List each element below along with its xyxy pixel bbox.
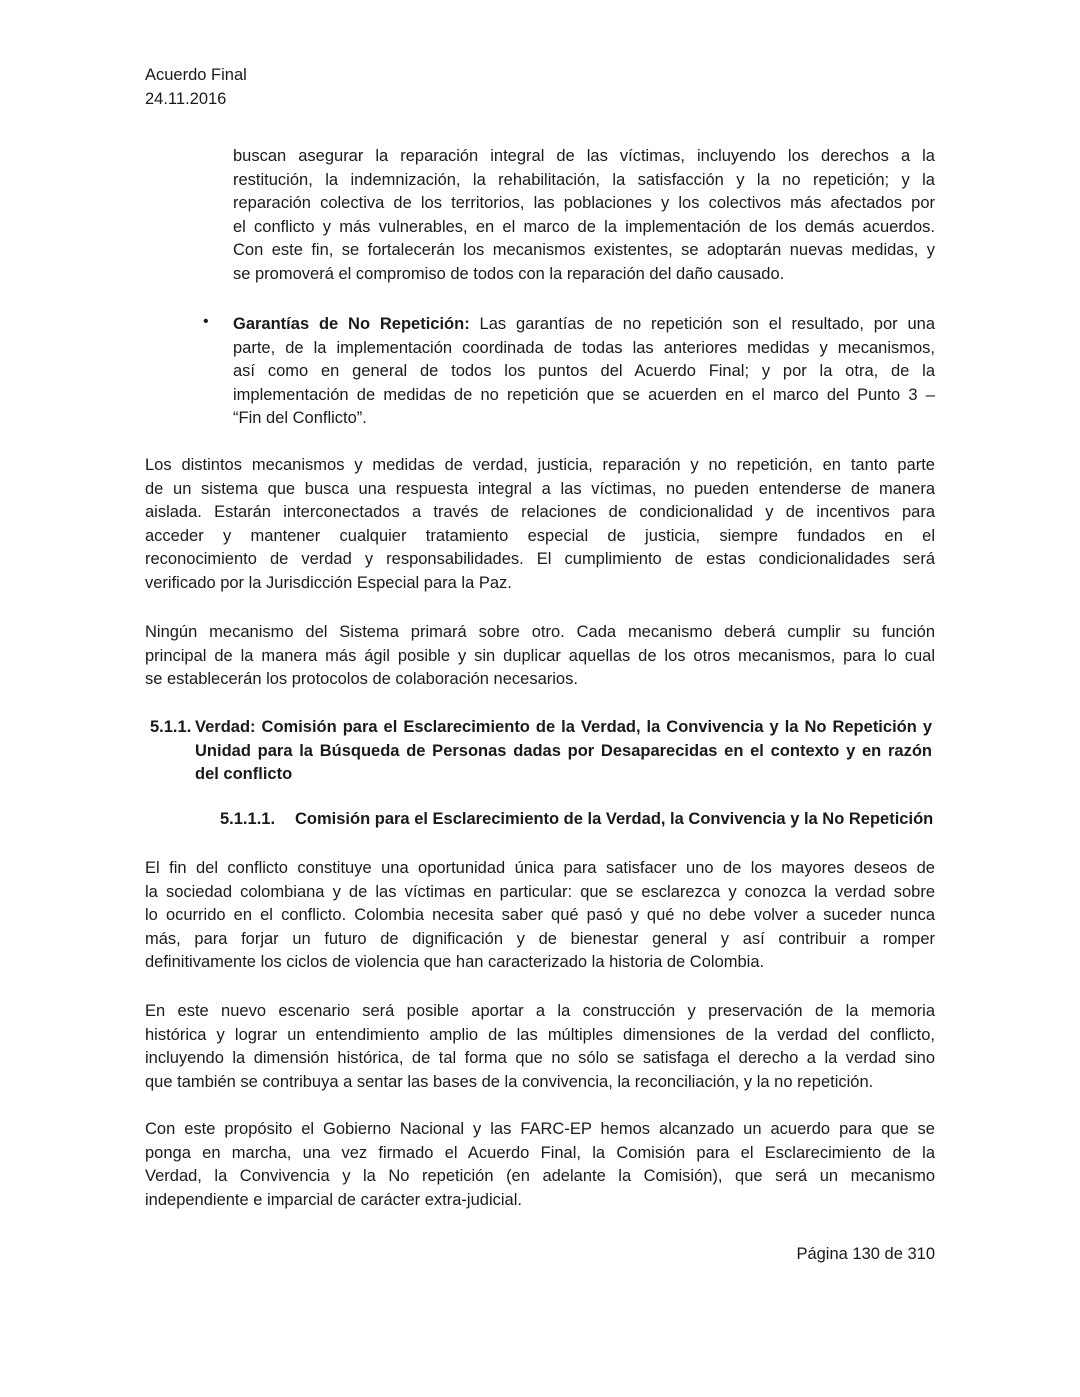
text-line: En este nuevo escenario será posible aportar a la construcción y preservación de la memoria	[145, 1002, 935, 1020]
text-line: implementación de medidas de no repetición que se acuerden en el marco del Punto 3 –	[233, 385, 935, 404]
text-line: Con este propósito el Gobierno Nacional y las FARC-EP hemos alcanzado un acuerdo para que se	[145, 1120, 935, 1138]
text-line: restitución, la indemnización, la rehabilitación, la satisfacción y la no repetición; y la	[233, 170, 935, 189]
text-line: acceder y mantener cualquier tratamiento especial de justicia, siempre fundados en el	[145, 526, 935, 545]
text-line: así como en general de todos los puntos del Acuerdo Final; y por la otra, de la	[233, 362, 935, 381]
continuation-paragraph	[233, 145, 935, 287]
text-line: ponga en marcha, una vez firmado el Acuerdo Final, la Comisión para el Esclarecimiento de la	[145, 1143, 935, 1162]
heading-line: Unidad para la Búsqueda de Personas dadas por Desaparecidas en el contexto y en razón	[195, 741, 932, 760]
text-line: “Fin del Conflicto”.	[233, 409, 367, 428]
text-line: histórica y lograr un entendimiento amplio de las múltiples dimensiones de la verdad del conflicto,	[145, 1025, 935, 1044]
bullet-term: Garantías de No Repetición:	[233, 315, 470, 333]
text-line: de un sistema que busca una respuesta integral a las víctimas, no pueden entenderse de manera	[145, 479, 935, 498]
text-line: El fin del conflicto constituye una oportunidad única para satisfacer uno de los mayores deseos de	[145, 859, 935, 877]
text-line: Ningún mecanismo del Sistema primará sobre otro. Cada mecanismo deberá cumplir su función	[145, 623, 935, 641]
section-heading-5-1-1-1	[220, 810, 933, 829]
text-line: buscan asegurar la reparación integral de las víctimas, incluyendo los derechos a la	[233, 147, 935, 165]
heading-line: Verdad: Comisión para el Esclarecimiento de la Verdad, la Convivencia y la No Repetición y	[195, 718, 932, 736]
section-number: 5.1.1.1.	[220, 810, 276, 828]
text-line: se establecerán los protocolos de colaboración necesarios.	[145, 670, 578, 689]
bullet-icon: •	[203, 313, 209, 330]
text-line: definitivamente los ciclos de violencia que han caracterizado la historia de Colombia.	[145, 953, 765, 972]
document-date: 24.11.2016	[145, 90, 227, 108]
bullet-text: Las garantías de no repetición son el resultado, por una	[469, 315, 935, 333]
page-number: Página 130 de 310	[796, 1245, 935, 1263]
text-line: más, para forjar un futuro de dignificación y de bienestar general y así contribuir a romper	[145, 929, 935, 948]
text-line: verificado por la Jurisdicción Especial para la Paz.	[145, 573, 512, 592]
text-line: Los distintos mecanismos y medidas de verdad, justicia, reparación y no repetición, en tanto parte	[145, 456, 935, 474]
text-line	[233, 313, 935, 337]
paragraph-fin-del-conflicto	[145, 857, 935, 975]
text-line: incluyendo la dimensión histórica, de tal forma que no sólo se satisfaga el derecho a la verdad sino	[145, 1049, 935, 1068]
text-line: reconocimiento de verdad y responsabilidades. El cumplimiento de estas condicionalidades será	[145, 550, 935, 569]
text-line: Verdad, la Convivencia y la No repetición (en adelante la Comisión), que será un mecanismo	[145, 1167, 935, 1186]
section-number: 5.1.1.	[150, 718, 192, 736]
paragraph-ningun-mecanismo	[145, 621, 935, 692]
text-line: reparación colectiva de los territorios, las poblaciones y los colectivos más afectados por	[233, 194, 935, 213]
text-line: lo ocurrido en el conflicto. Colombia necesita saber qué pasó y qué no debe volver a suceder nunca	[145, 906, 935, 925]
text-line: Con este fin, se fortalecerán los mecanismos existentes, se adoptarán nuevas medidas, y	[233, 241, 935, 260]
paragraph-mecanismos	[145, 454, 935, 596]
paragraph-con-este-proposito	[145, 1118, 935, 1212]
heading-line: del conflicto	[195, 765, 293, 784]
text-line: independiente e imparcial de carácter extra-judicial.	[145, 1190, 522, 1209]
text-line: se promoverá el compromiso de todos con la reparación del daño causado.	[233, 264, 785, 283]
document-title: Acuerdo Final	[145, 66, 247, 84]
bullet-item-garantias	[233, 313, 935, 431]
paragraph-nuevo-escenario	[145, 1000, 935, 1094]
text-line: el conflicto y más vulnerables, en el marco de la implementación de los demás acuerdos.	[233, 217, 935, 236]
text-line: aislada. Estarán interconectados a través de relaciones de condicionalidad y de incentivos para	[145, 503, 935, 522]
text-line: la sociedad colombiana y de las víctimas en particular: que se esclarezca y conozca la verdad sobre	[145, 882, 935, 901]
section-title: Comisión para el Esclarecimiento de la Verdad, la Convivencia y la No Repetición	[295, 810, 934, 828]
text-line: que también se contribuya a sentar las bases de la convivencia, la reconciliación, y la no repetición.	[145, 1072, 874, 1091]
section-heading-5-1-1	[150, 715, 932, 786]
text-line: parte, de la implementación coordinada de todas las anteriores medidas y mecanismos,	[233, 338, 935, 357]
text-line: principal de la manera más ágil posible y sin duplicar aquellas de los otros mecanismos, para lo cual	[145, 646, 935, 665]
page-header	[145, 63, 247, 111]
